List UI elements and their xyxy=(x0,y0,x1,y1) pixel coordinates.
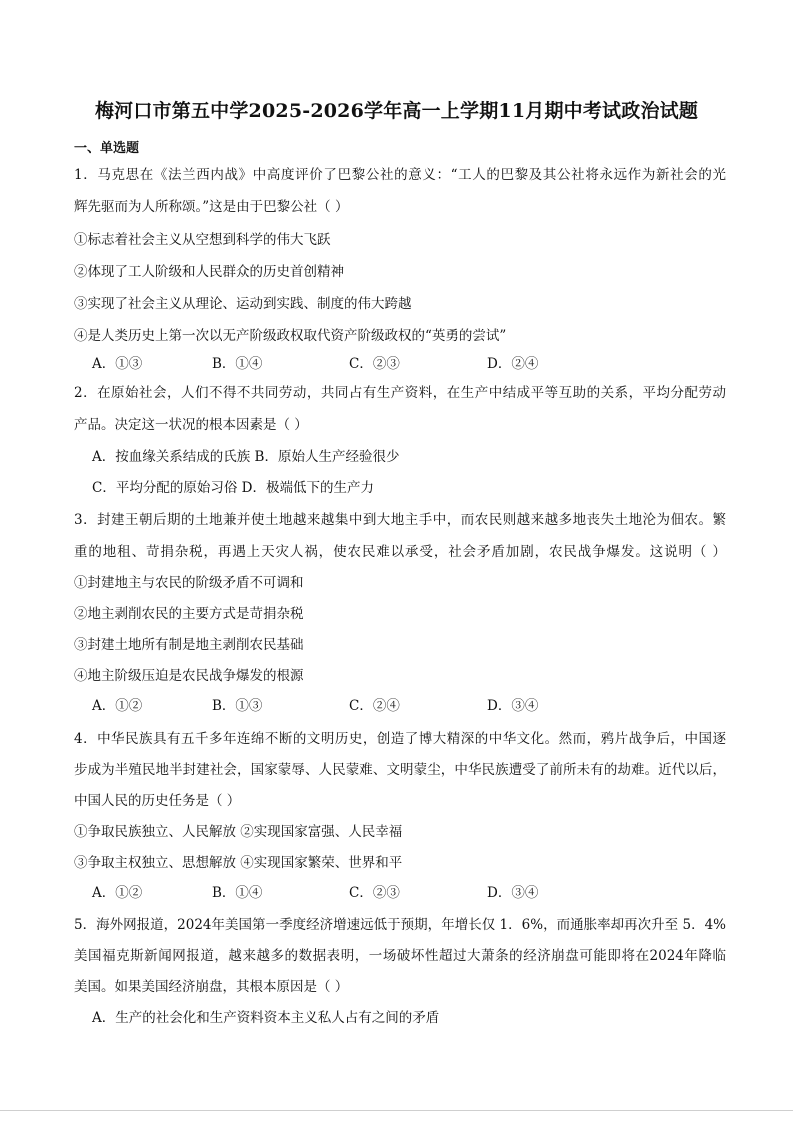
q4-option-d[interactable]: D．③④ xyxy=(487,885,539,901)
q3-option-a[interactable]: A．①② xyxy=(92,698,143,714)
q4-stem-line-3: 中国人民的历史任务是（ ） xyxy=(74,793,241,809)
q2-stem-line-1: 2．在原始社会，人们不得不共同劳动，共同占有生产资料，在生产中结成平等互助的关系，平均分配劳动 xyxy=(74,385,726,401)
q4-stem-line-2: 步成为半殖民地半封建社会，国家蒙辱、人民蒙难、文明蒙尘，中华民族遭受了前所未有的劫难。近代以后， xyxy=(74,762,726,778)
q4-option-c[interactable]: C．②③ xyxy=(349,885,400,901)
page-divider xyxy=(0,1110,793,1111)
q2-options-ab[interactable]: A．按血缘关系结成的氏族 B．原始人生产经验很少 xyxy=(92,449,400,465)
q3-statement-3: ③封建土地所有制是地主剥削农民基础 xyxy=(74,637,304,653)
q3-stem-line-1: 3．封建王朝后期的土地兼并使土地越来越集中到大地主手中，而农民则越来越多地丧失土地沦为佃农。繁 xyxy=(74,512,726,528)
q1-option-b[interactable]: B．①④ xyxy=(212,356,263,372)
q1-stem-line-1: 1．马克思在《法兰西内战》中高度评价了巴黎公社的意义：“工人的巴黎及其公社将永远作为新社会的光 xyxy=(74,167,726,183)
q4-option-a[interactable]: A．①② xyxy=(92,885,143,901)
q5-stem-line-2: 美国福克斯新闻网报道，越来越多的数据表明，一场破坏性超过大萧条的经济崩盘可能即将在2024年降临 xyxy=(74,948,726,964)
q5-stem-line-3: 美国。如果美国经济崩盘，其根本原因是（ ） xyxy=(74,979,349,995)
q2-options-cd[interactable]: C．平均分配的原始习俗 D．极端低下的生产力 xyxy=(92,480,374,496)
section-heading: 一、单选题 xyxy=(74,141,140,156)
q1-options xyxy=(92,352,652,370)
q3-options xyxy=(92,694,652,712)
q4-statements-34: ③争取主权独立、思想解放 ④实现国家繁荣、世界和平 xyxy=(74,855,403,871)
q3-option-b[interactable]: B．①③ xyxy=(212,698,263,714)
q3-statement-2: ②地主剥削农民的主要方式是苛捐杂税 xyxy=(74,606,304,622)
q5-stem-line-1: 5．海外网报道，2024年美国第一季度经济增速远低于预期，年增长仅 1．6%，而通胀率却再次升至 5．4% xyxy=(74,917,726,933)
q1-option-a[interactable]: A．①③ xyxy=(92,356,143,372)
q1-stem-line-2: 辉先驱而为人所称颂。”这是由于巴黎公社（ ） xyxy=(74,199,349,215)
q2-stem-line-2: 产品。决定这一状况的根本因素是（ ） xyxy=(74,417,308,433)
q1-statement-2: ②体现了工人阶级和人民群众的历史首创精神 xyxy=(74,264,344,280)
q3-stem-line-2: 重的地租、苛捐杂税，再遇上天灾人祸，使农民难以承受，社会矛盾加剧，农民战争爆发。这说明（ ） xyxy=(74,544,726,560)
q4-statements-12: ①争取民族独立、人民解放 ②实现国家富强、人民幸福 xyxy=(74,824,403,840)
q3-statement-4: ④地主阶级压迫是农民战争爆发的根源 xyxy=(74,668,304,684)
q1-statement-4: ④是人类历史上第一次以无产阶级政权取代资产阶级政权的“英勇的尝试” xyxy=(74,328,507,344)
q1-statement-1: ①标志着社会主义从空想到科学的伟大飞跃 xyxy=(74,232,331,248)
page-title: 梅河口市第五中学2025-2026学年高一上学期11月期中考试政治试题 xyxy=(94,100,699,122)
q3-statement-1: ①封建地主与农民的阶级矛盾不可调和 xyxy=(74,575,304,591)
q3-option-d[interactable]: D．③④ xyxy=(487,698,539,714)
q4-options xyxy=(92,881,652,899)
q1-option-d[interactable]: D．②④ xyxy=(487,356,539,372)
q4-option-b[interactable]: B．①④ xyxy=(212,885,263,901)
q3-option-c[interactable]: C．②④ xyxy=(349,698,400,714)
q4-stem-line-1: 4．中华民族具有五千多年连绵不断的文明历史，创造了博大精深的中华文化。然而，鸦片战争后，中国逐 xyxy=(74,731,726,747)
q1-statement-3: ③实现了社会主义从理论、运动到实践、制度的伟大跨越 xyxy=(74,296,412,312)
q1-option-c[interactable]: C．②③ xyxy=(349,356,400,372)
q5-option-a[interactable]: A．生产的社会化和生产资料资本主义私人占有之间的矛盾 xyxy=(92,1010,440,1026)
